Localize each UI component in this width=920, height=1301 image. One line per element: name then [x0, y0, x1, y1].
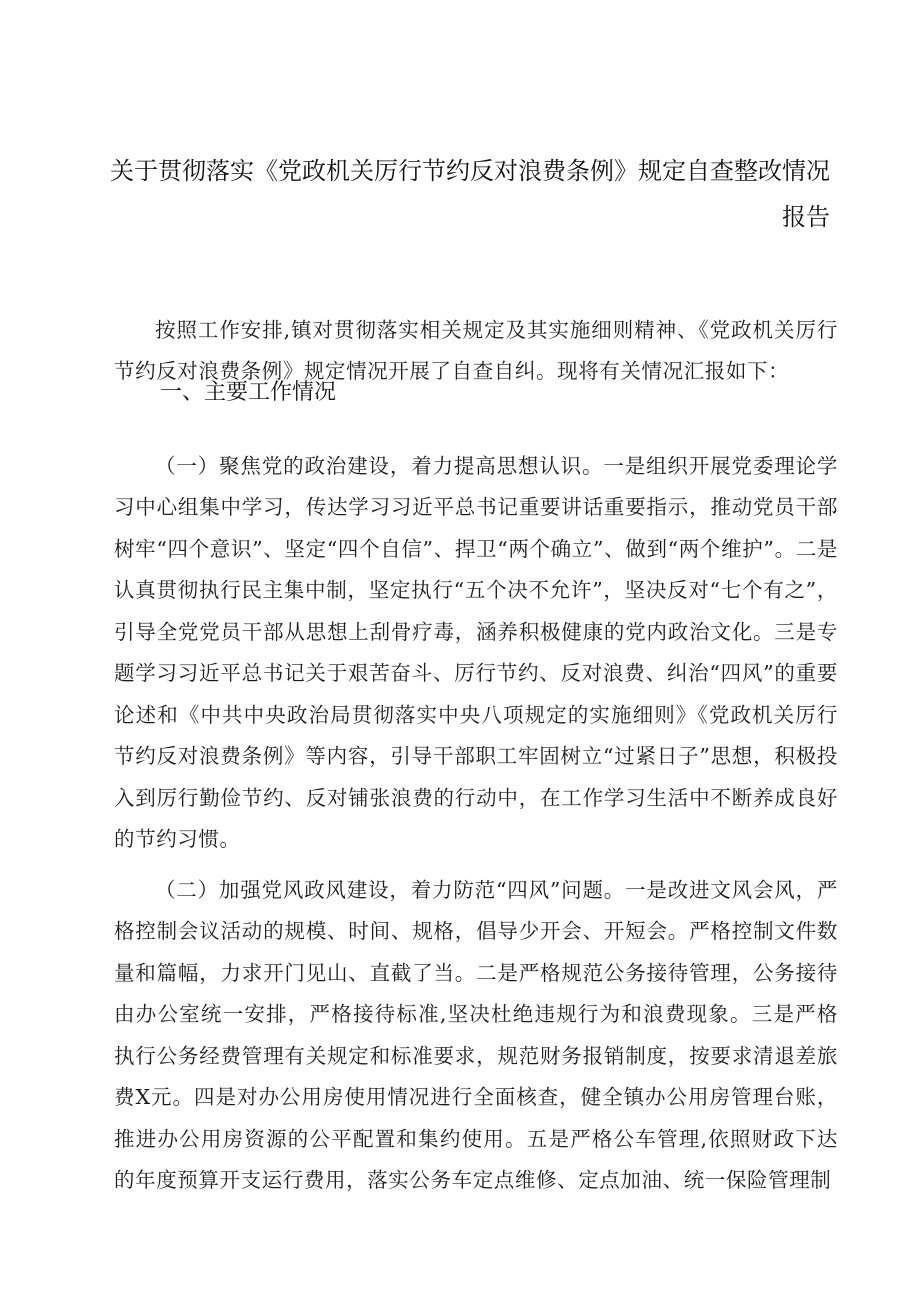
paragraph-political-building: （一）聚焦党的政治建设，着力提高思想认识。一是组织开展党委理论学习中心组集中学习，传达学习习近平总书记重要讲话重要指示，推动党员干部树牢“四个意识”、坚定“四个自信”、捍卫“两个确立”、做到“两个维护”。二是认真贯彻执行民主集中制，坚定执行“五个决不允许”，坚决反对“七个有之”，引导全党党员干部从思想上刮骨疗毒，涵养积极健康的党内政治文化。三是专题学习习近平总书记关于艰苦奋斗、厉行节约、反对浪费、纠治“四风”的重要论述和《中共中央政治局贯彻落实中央八项规定的实施细则》《党政机关厉行节约反对浪费条例》等内容，引导干部职工牢固树立“过紧日子”思想，积极投入到厉行勤俭节约、反对铺张浪费的行动中，在工作学习生活中不断养成良好的节约习惯。 [114, 453, 838, 851]
intro-paragraph: 按照工作安排,镇对贯彻落实相关规定及其实施细则精神、《党政机关厉行节约反对浪费条例》规定情况开展了自查自纠。现将有关情况汇报如下： [114, 317, 838, 383]
section-heading-main-work: 一、主要工作情况 [160, 380, 337, 405]
document-title-line-2: 报告 [782, 203, 830, 231]
paragraph-work-style: （二）加强党风政风建设，着力防范“四风”问题。一是改进文风会风，严格控制会议活动的规模、时间、规格，倡导少开会、开短会。严格控制文件数量和篇幅，力求开门见山、直截了当。二是严格规范公务接待管理，公务接待由办公室统一安排，严格接待标准,坚决杜绝违规行为和浪费现象。三是严格执行公务经费管理有关规定和标准要求，规范财务报销制度，按要求清退差旅费X元。四是对办公用房使用情况进行全面核查，健全镇办公用房管理台账，推进办公用房资源的公平配置和集约使用。五是严格公车管理,依照财政下达的年度预算开支运行费用，落实公务车定点维修、定点加油、统一保险管理制 [114, 877, 838, 1192]
document-title-line-1: 关于贯彻落实《党政机关厉行节约反对浪费条例》规定自查整改情况 [110, 157, 830, 185]
